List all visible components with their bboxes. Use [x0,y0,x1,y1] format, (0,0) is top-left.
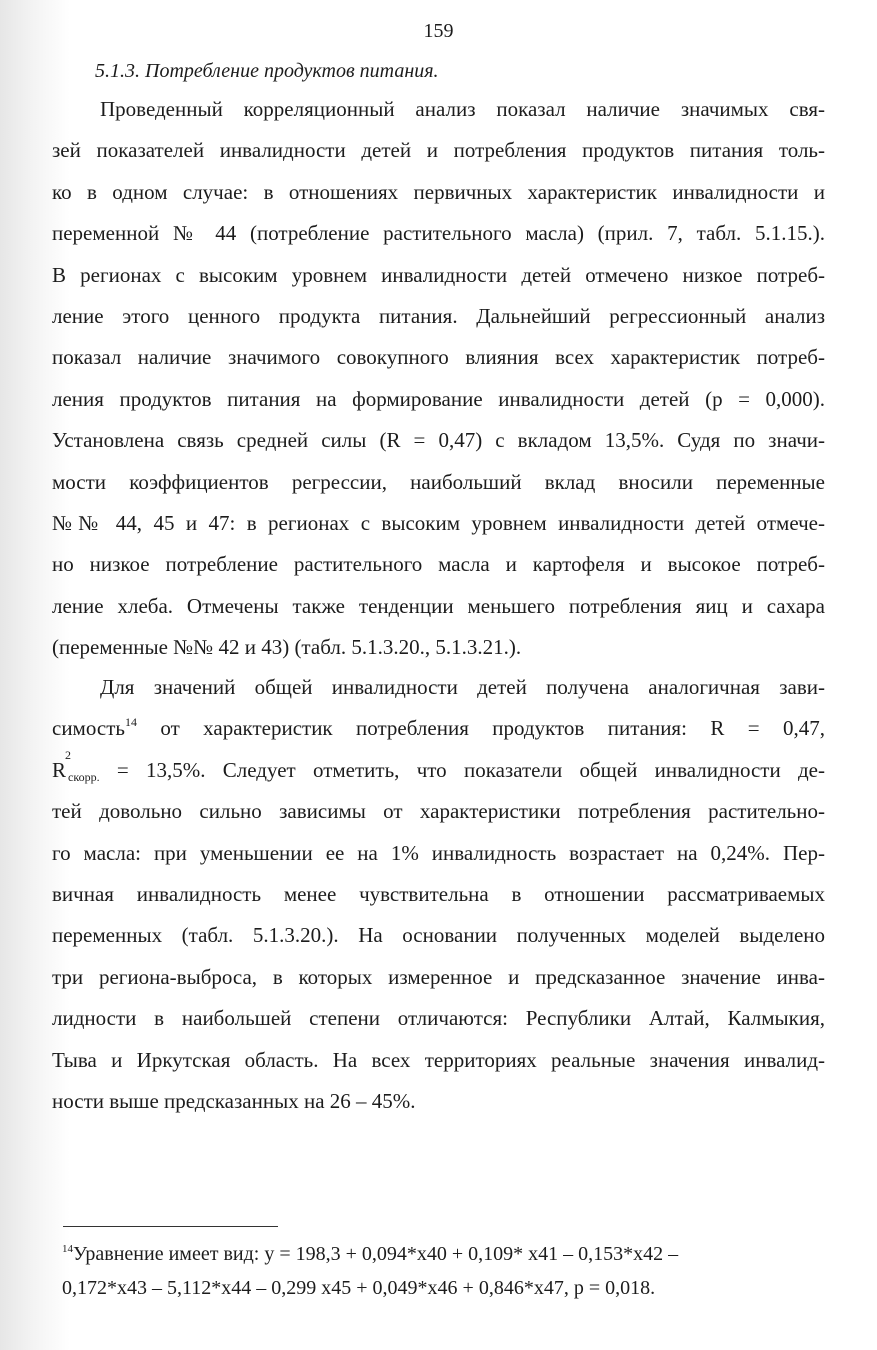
text-line-with-footnote-ref [52,708,825,749]
text-line: переменных (табл. 5.1.3.20.). На основании полученных моделей выделено [52,923,825,948]
text-line: ление этого ценного продукта питания. Дальнейший регрессионный анализ [52,303,825,328]
text-line: Проведенный корреляционный анализ показал наличие значимых свя- [100,97,825,121]
page-number: 159 [423,20,454,42]
text-line: В регионах с высоким уровнем инвалидности детей отмечено низкое потреб- [52,262,825,287]
text-line: переменной № 44 (потребление растительного масла) (прил. 7, табл. 5.1.15.). [52,221,825,246]
footnote-reference: 14 [124,715,137,730]
text-line: ности выше предсказанных на 26 – 45%. [52,1088,416,1113]
text-fragment: симость [52,716,125,741]
text-line: Тыва и Иркутская область. На всех территориях реальные значения инвалид- [52,1047,825,1072]
text-line: вичная инвалидность менее чувствительна в отношении рассматриваемых [52,881,825,906]
text-line: мости коэффициентов регрессии, наибольший вклад вносили переменные [52,469,825,494]
text-line: (переменные №№ 42 и 43) (табл. 5.1.3.20., 5.1.3.21.). [52,635,522,660]
text-line: №№ 44, 45 и 47: в регионах с высоким уровнем инвалидности детей отмече- [52,510,825,535]
r-letter: R [52,757,67,782]
text-line: но низкое потребление растительного масла и картофеля и высокое потреб- [52,552,825,577]
text-line: ление хлеба. Отмечены также тенденции меньшего потребления яиц и сахара [52,593,825,618]
text-line: показал наличие значимого совокупного влияния всех характеристик потреб- [52,345,825,370]
footnote-line: 0,172*х43 – 5,112*х44 – 0,299 х45 + 0,049*х46 + 0,846*х47, р = 0,018. [62,1277,656,1299]
text-line: Для значений общей инвалидности детей получена аналогичная зави- [100,675,825,699]
paragraph-consumption-analysis [52,89,825,668]
text-fragment: = 13,5%. Следует отметить, что показатели общей инвалидности де- [99,757,825,782]
text-line: три региона-выброса, в которых измеренное и предсказанное значение инва- [52,964,825,989]
text-line: тей довольно сильно зависимы от характеристики потребления растительно- [52,799,825,824]
text-line: го масла: при уменьшении ее на 1% инвалидность возрастает на 0,24%. Пер- [52,840,825,865]
paragraph-general-disability [52,667,825,1122]
text-line: зей показателей инвалидности детей и потребления продуктов питания толь- [52,138,825,163]
footnote-line [62,1237,782,1271]
text-line: ления продуктов питания на формирование инвалидности детей (р = 0,000). [52,386,825,411]
text-fragment: от характеристик потребления продуктов питания: R = 0,47, [136,716,825,741]
text-line: Установлена связь средней силы (R = 0,47) с вкладом 13,5%. Судя по значи- [52,428,825,453]
text-line: лидности в наибольшей степени отличаются: Республики Алтай, Калмыкия, [52,1006,825,1031]
text-line-with-formula [52,747,825,791]
section-heading: 5.1.3. Потребление продуктов питания. [95,60,439,82]
footnote-divider [63,1226,278,1227]
r-subscript: скорр. [68,769,100,784]
text-line: ко в одном случае: в отношениях первичных характеристик инвалидности и [52,179,825,204]
footnote [62,1237,782,1305]
r-squared-symbol: R 2 $_{скорр.}$ [52,747,100,784]
footnote-text: Уравнение имеет вид: у = 198,3 + 0,094*х40 + 0,109* х41 – 0,153*х42 – [73,1243,679,1265]
footnote-mark: 14 [62,1243,73,1255]
